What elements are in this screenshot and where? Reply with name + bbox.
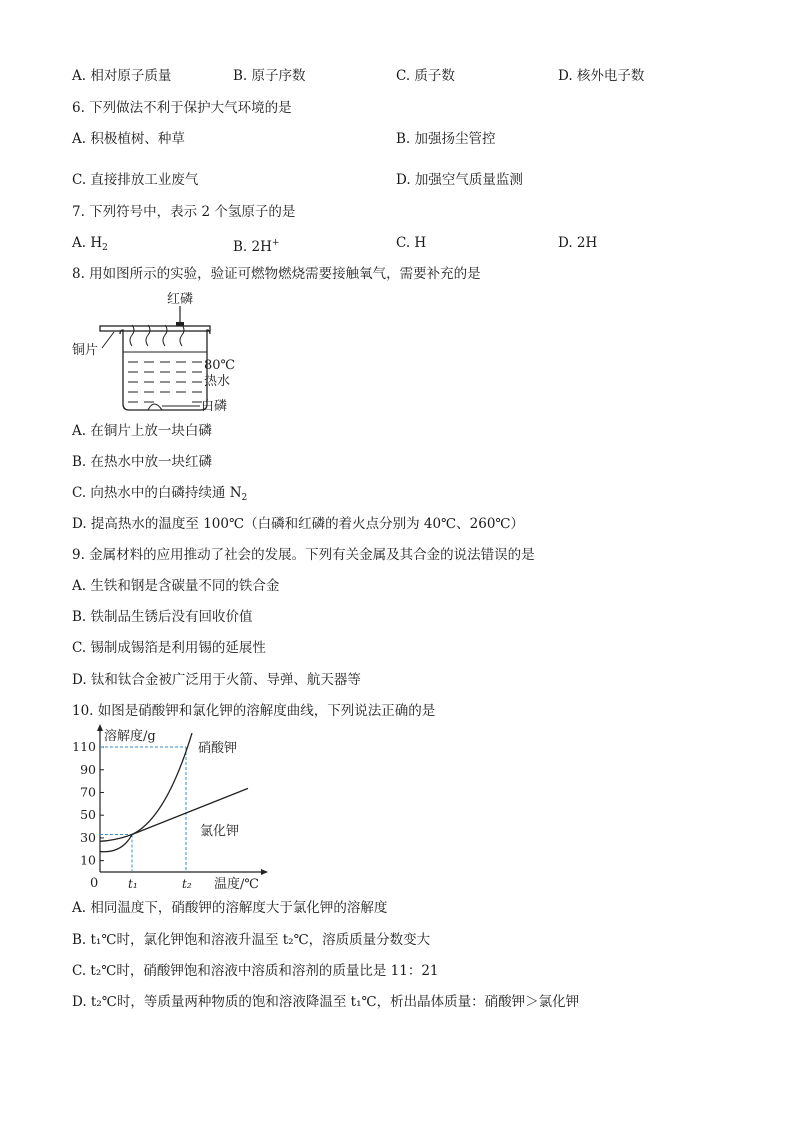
x-axis-label: 温度/℃ xyxy=(214,877,259,892)
y-tick-label: 10 xyxy=(80,852,96,868)
y-tick-label: 110 xyxy=(72,739,96,755)
q10-option-d: D. t₂℃时，等质量两种物质的饱和溶液降温至 t₁℃，析出晶体质量：硝酸钾＞氯化钾 xyxy=(72,994,580,1010)
q10-stem: 10. 如图是硝酸钾和氯化钾的溶解度曲线，下列说法正确的是 xyxy=(72,703,436,719)
q8-option-a: A. 在铜片上放一块白磷 xyxy=(72,423,212,439)
q9-option-c: C. 锡制成锡箔是利用锡的延展性 xyxy=(72,640,266,656)
q9-option-d: D. 钛和钛合金被广泛用于火箭、导弹、航天器等 xyxy=(72,672,361,688)
y-tick-label: 30 xyxy=(80,829,96,845)
q7-stem-number: 2 xyxy=(201,204,211,220)
q7-option-a-label: A. H xyxy=(72,235,103,251)
temperature-label: 80℃ xyxy=(204,358,236,373)
q9-stem: 9. 金属材料的应用推动了社会的发展。下列有关金属及其合金的说法错误的是 xyxy=(72,547,535,563)
q5-option-a: A. 相对原子质量 xyxy=(72,68,172,84)
q7-option-b-superscript: + xyxy=(271,238,280,248)
q8-option-c-label: C. 向热水中的白磷持续通 N xyxy=(72,485,242,501)
q7-option-d: D. 2H xyxy=(558,235,598,251)
hot-water xyxy=(128,362,202,402)
q6-option-a: A. 积极植树、种草 xyxy=(72,131,185,147)
q7-option-a-subscript: 2 xyxy=(102,243,108,253)
q8-option-c xyxy=(72,484,247,507)
q9-option-b: B. 铁制品生锈后没有回收价值 xyxy=(72,609,253,625)
q8-experiment-figure xyxy=(70,286,260,416)
y-axis-label: 溶解度/g xyxy=(104,729,156,744)
red-phosphorus-label: 红磷 xyxy=(167,292,194,307)
q10-option-c: C. t₂℃时，硝酸钾饱和溶液中溶质和溶剂的质量比是 11：21 xyxy=(72,963,439,979)
y-tick-label: 90 xyxy=(80,761,96,777)
q6-option-c: C. 直接排放工业废气 xyxy=(72,172,199,188)
q5-option-c: C. 质子数 xyxy=(396,68,455,84)
q7-option-c: C. H xyxy=(396,235,427,251)
q6-option-d: D. 加强空气质量监测 xyxy=(396,172,523,188)
kno3-series-label: 硝酸钾 xyxy=(198,741,238,756)
origin-label: 0 xyxy=(90,876,99,891)
q10-option-a: A. 相同温度下，硝酸钾的溶解度大于氯化钾的溶解度 xyxy=(72,900,388,916)
y-tick-label: 50 xyxy=(80,807,96,823)
hot-water-label: 热水 xyxy=(204,374,231,389)
y-axis-arrow xyxy=(97,724,103,731)
q7-stem xyxy=(72,203,295,221)
copper-sheet-label: 铜片 xyxy=(72,343,99,358)
q8-option-c-subscript: 2 xyxy=(241,493,248,503)
q8-option-b: B. 在热水中放一块红磷 xyxy=(72,454,213,470)
beaker xyxy=(120,330,210,410)
q5-option-b: B. 原子序数 xyxy=(233,68,306,84)
q7-option-a xyxy=(72,234,108,257)
x-tick-label: t₂ xyxy=(182,877,192,891)
q5-option-d: D. 核外电子数 xyxy=(558,68,645,84)
y-tick-label: 70 xyxy=(80,784,96,800)
q6-stem: 6. 下列做法不利于保护大气环境的是 xyxy=(72,100,292,116)
white-phosphorus xyxy=(148,404,162,410)
x-tick-label: t₁ xyxy=(128,877,138,891)
q8-stem: 8. 用如图所示的实验，验证可燃物燃烧需要接触氧气，需要补充的是 xyxy=(72,266,481,282)
q10-option-b: B. t₁℃时，氯化钾饱和溶液升温至 t₂℃，溶质质量分数变大 xyxy=(72,932,431,948)
solubility-chart xyxy=(72,722,282,894)
q7-stem-text: 7. 下列符号中，表示 xyxy=(72,204,202,220)
kcl-series-label: 氯化钾 xyxy=(200,824,240,840)
x-axis-arrow xyxy=(261,869,268,875)
copper-sheet-pointer xyxy=(102,332,114,348)
copper-sheet xyxy=(100,326,210,331)
q7-option-b xyxy=(233,234,279,256)
q8-option-d: D. 提高热水的温度至 100℃（白磷和红磷的着火点分别为 40℃、260℃） xyxy=(72,516,525,532)
q9-option-a: A. 生铁和钢是含碳量不同的铁合金 xyxy=(72,578,280,594)
q7-stem-text-end: 个氢原子的是 xyxy=(210,204,296,220)
q6-option-b: B. 加强扬尘管控 xyxy=(396,131,496,147)
q7-option-b-label: B. 2H xyxy=(233,239,272,255)
white-phosphorus-label: 白磷 xyxy=(201,399,228,414)
kno3-curve xyxy=(100,733,192,852)
